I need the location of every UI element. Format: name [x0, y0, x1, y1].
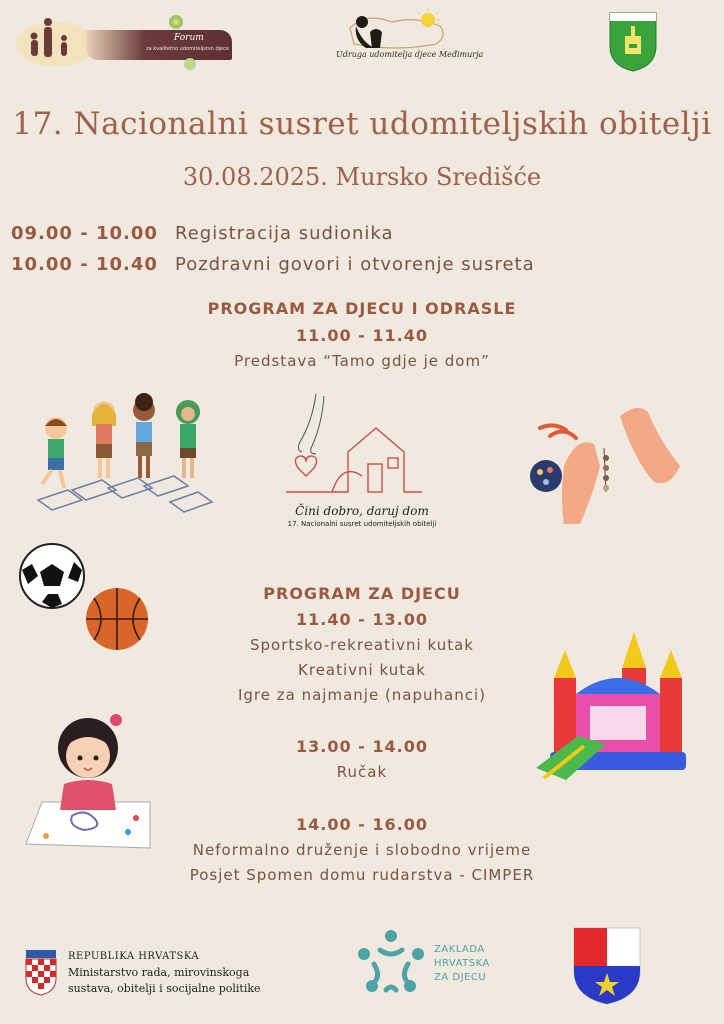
free-time-item: Posjet Spomen domu rudarstva - CIMPER: [189, 866, 535, 884]
municipal-crest-icon: [609, 12, 657, 72]
schedule-text: Pozdravni govori i otvorenje susreta: [175, 254, 535, 275]
zaklada-logo: [352, 928, 502, 1000]
forum-logo: [16, 12, 234, 72]
event-title: 17. Nacionalni susret udomiteljskih obitelji: [12, 106, 712, 142]
program-kids-item: Igre za najmanje (napuhanci): [237, 686, 486, 704]
schedule-time: 09.00 - 10.00: [11, 223, 158, 244]
ministry-country: REPUBLIKA HRVATSKA: [68, 951, 200, 962]
forum-title: Forum: [174, 33, 204, 43]
schedule-time: 10.00 - 10.40: [11, 254, 158, 275]
craft-hands-illustration: [520, 396, 690, 528]
campaign-logo: [272, 392, 452, 532]
program-kids-item: Sportsko-rekreativni kutak: [250, 636, 474, 654]
schedule-row: [11, 254, 535, 275]
zaklada-text: HRVATSKA: [434, 958, 490, 969]
program-all-item: Predstava “Tamo gdje je dom”: [234, 352, 490, 370]
mursko-sredisce-crest-icon: [573, 927, 641, 1005]
schedule-row: [11, 223, 394, 244]
campaign-caption: Čini dobro, daruj dom: [295, 504, 429, 518]
program-kids-item: Kreativni kutak: [298, 661, 426, 679]
lunch-time: 13.00 - 14.00: [296, 737, 428, 756]
zaklada-text: ZAKLADA: [434, 944, 485, 955]
ministry-logo: [24, 950, 294, 1002]
ministry-name: sustava, obitelji i socijalne politike: [68, 982, 261, 995]
zaklada-text: ZA DJECU: [434, 972, 487, 983]
forum-subtitle: za kvalitetno udomiteljstvo djece: [146, 46, 229, 52]
campaign-subcaption: 17. Nacionalni susret udomiteljskih obitelji: [287, 520, 437, 528]
schedule-text: Registracija sudionika: [175, 223, 394, 244]
croatian-coat-of-arms-icon: [24, 950, 58, 996]
program-kids-time: 11.40 - 13.00: [296, 610, 428, 629]
program-all-time: 11.00 - 11.40: [296, 326, 428, 345]
udruga-logo: [336, 8, 484, 74]
event-date-place: 30.08.2025. Mursko Središće: [182, 163, 542, 191]
kids-hopscotch-illustration: [12, 392, 222, 522]
lunch-item: Ručak: [336, 763, 388, 781]
ministry-name: Ministarstvo rada, mirovinskoga: [68, 966, 250, 979]
udruga-text: Udruga udomitelja djece Međimurja: [336, 50, 484, 59]
bouncy-castle-illustration: [530, 628, 690, 788]
zaklada-emblem-icon: [352, 928, 430, 1000]
free-time-item: Neformalno druženje i slobodno vrijeme: [192, 841, 532, 859]
free-time-time: 14.00 - 16.00: [296, 815, 428, 834]
program-all-heading: PROGRAM ZA DJECU I ODRASLE: [207, 299, 517, 318]
girl-drawing-illustration: [24, 706, 154, 854]
program-kids-heading: PROGRAM ZA DJECU: [263, 584, 461, 603]
